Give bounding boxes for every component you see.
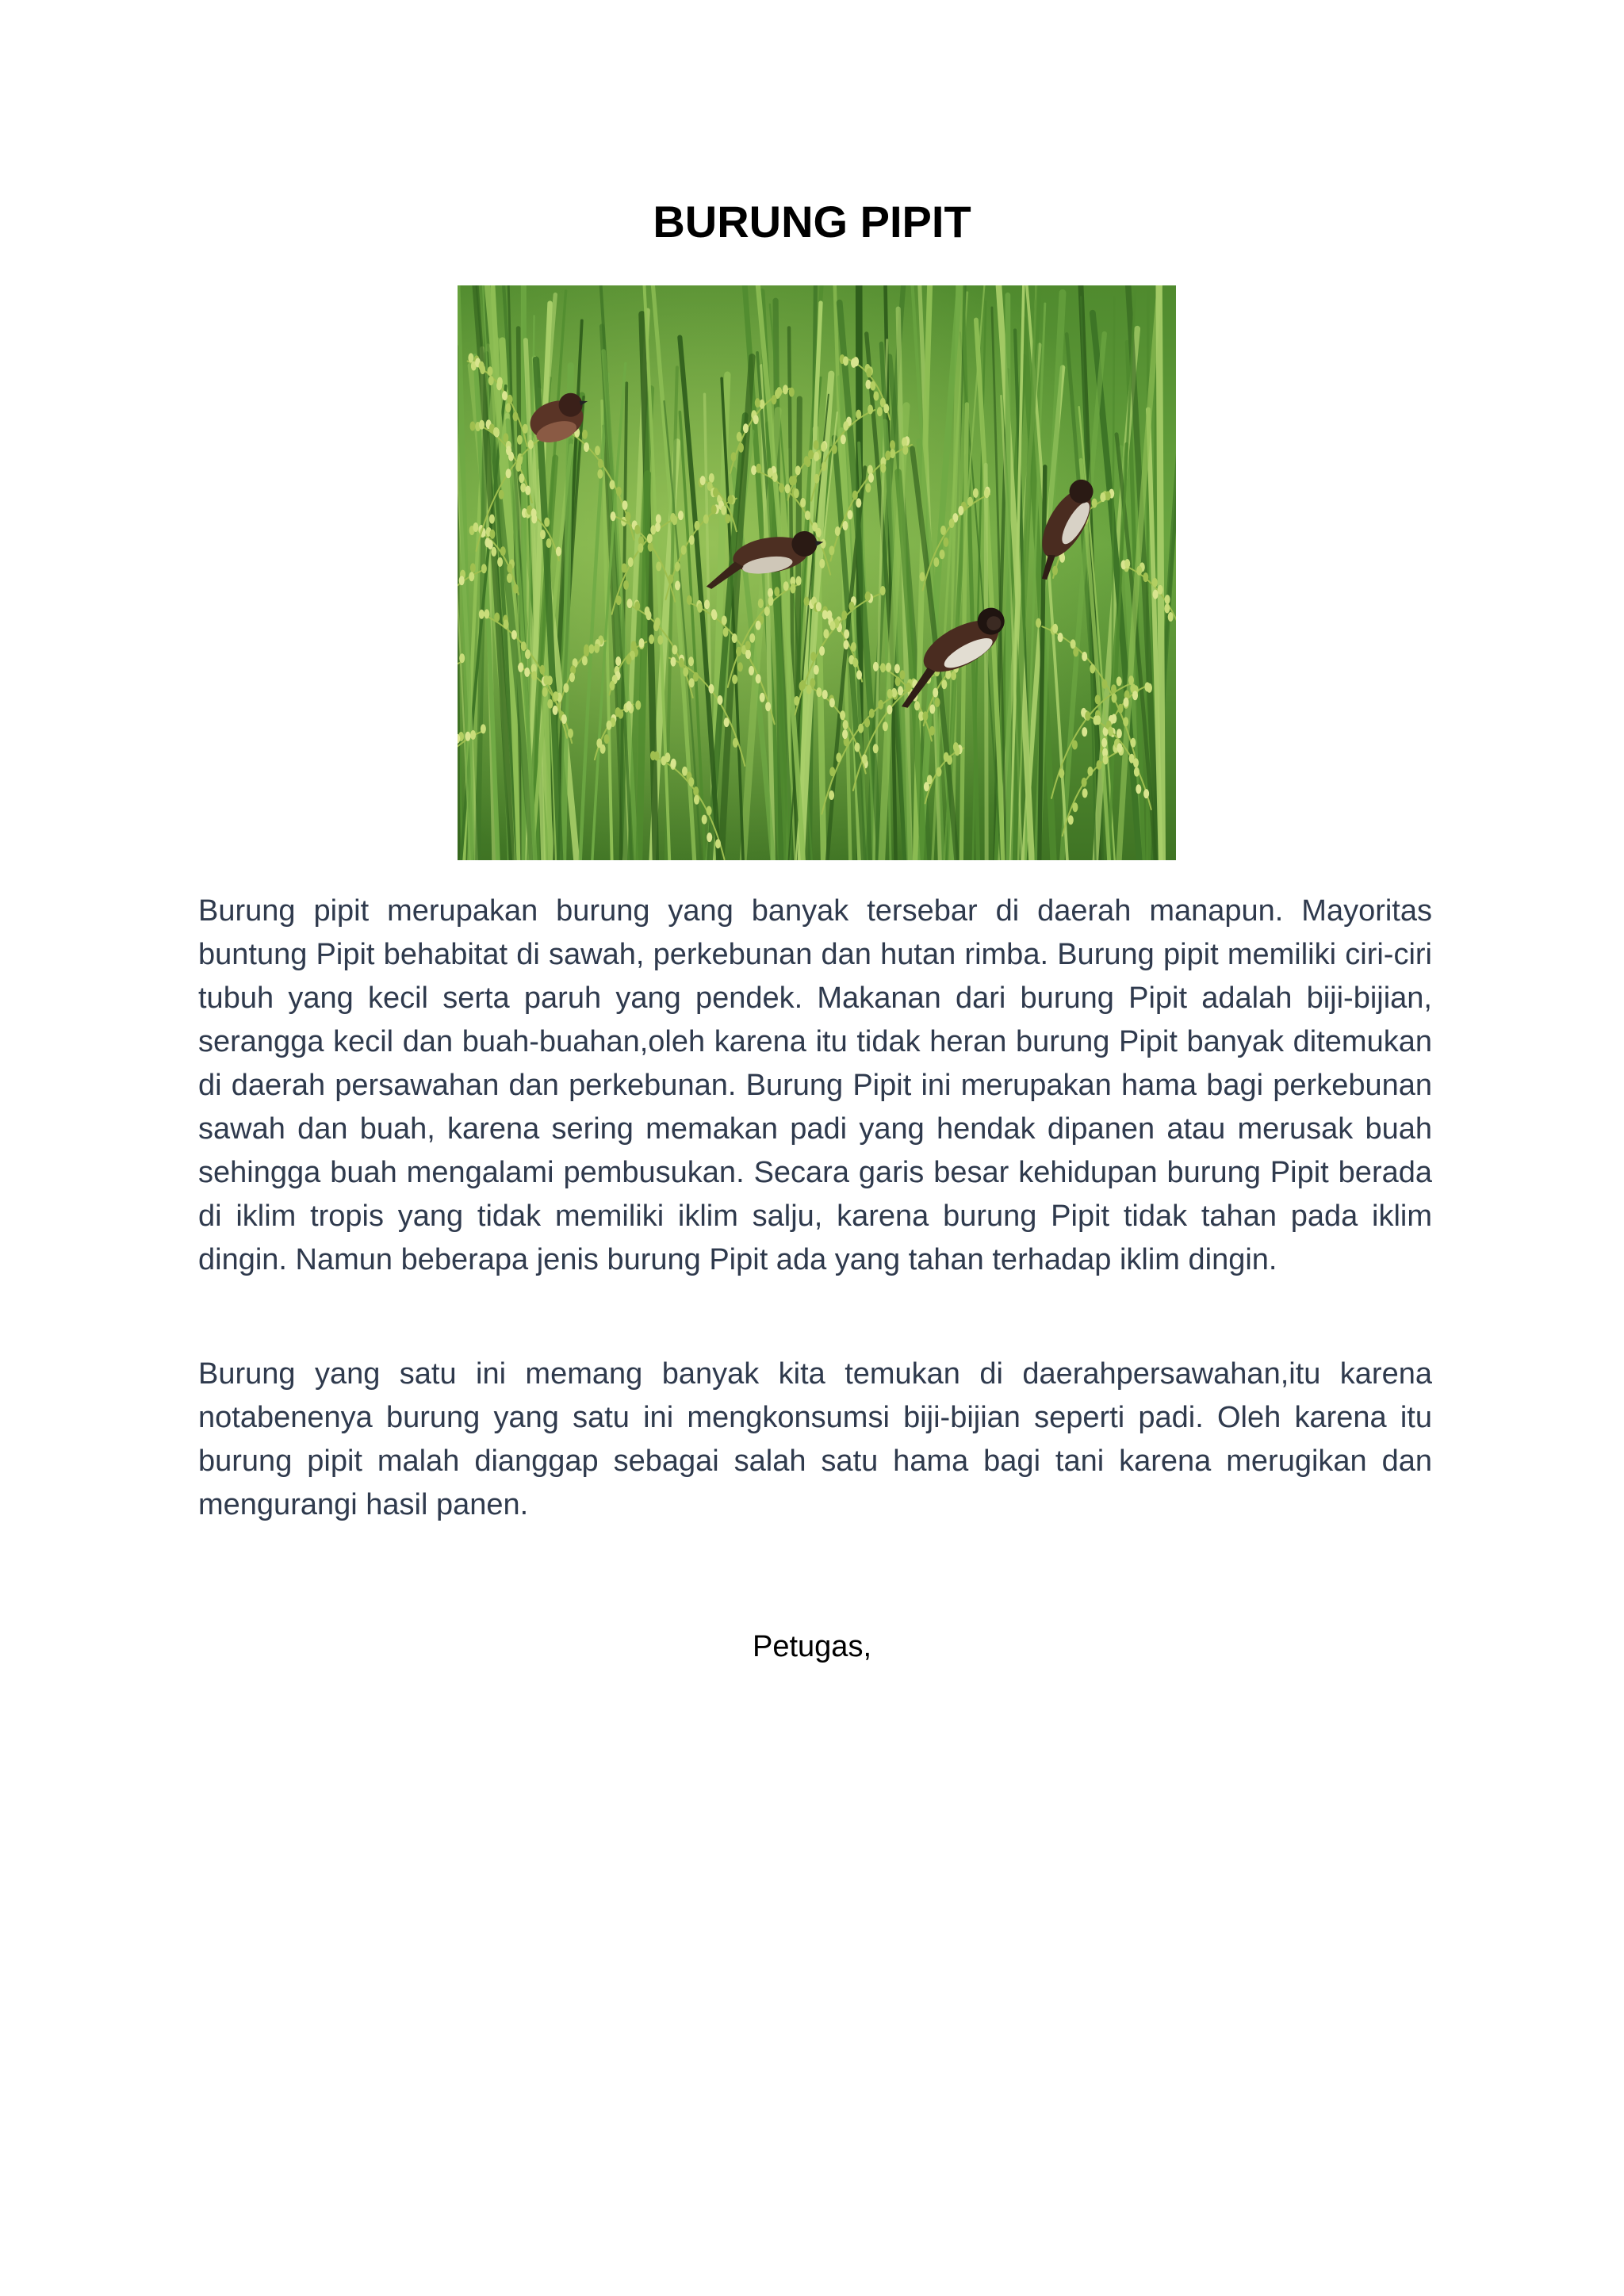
page-title: BURUNG PIPIT bbox=[653, 197, 971, 247]
signoff-label: Petugas, bbox=[753, 1630, 871, 1663]
paragraph-2: Burung yang satu ini memang banyak kita temukan di daerahpersawahan,itu karena notabenenya burung yang satu ini mengkonsumsi biji-bijian seperti padi. Oleh karena itu burung pipit malah dianggap sebagai salah satu hama bagi tani karena merugikan dan mengurangi hasil panen. bbox=[198, 1357, 1432, 1521]
paragraph-1: Burung pipit merupakan burung yang banyak tersebar di daerah manapun. Mayoritas buntung Pipit behabitat di sawah, perkebunan dan hutan rimba. Burung pipit memiliki ciri-ciri tubuh yang kecil serta paruh yang pendek. Makanan dari burung Pipit adalah biji-bijian, serangga kecil dan buah-buahan,oleh karena itu tidak heran burung Pipit banyak ditemukan di daerah persawahan dan perkebunan. Burung Pipit ini merupakan hama bagi perkebunan sawah dan buah, karena sering memakan padi yang hendak dipanen atau merusak buah sehingga buah mengalami pembusukan. Secara garis besar kehidupan burung Pipit berada di iklim tropis yang tidak memiliki iklim salju, karena burung Pipit tidak tahan pada iklim dingin. Namun beberapa jenis burung Pipit ada yang tahan terhadap iklim dingin. bbox=[198, 894, 1432, 1276]
rice-field-birds-image bbox=[458, 285, 1176, 860]
